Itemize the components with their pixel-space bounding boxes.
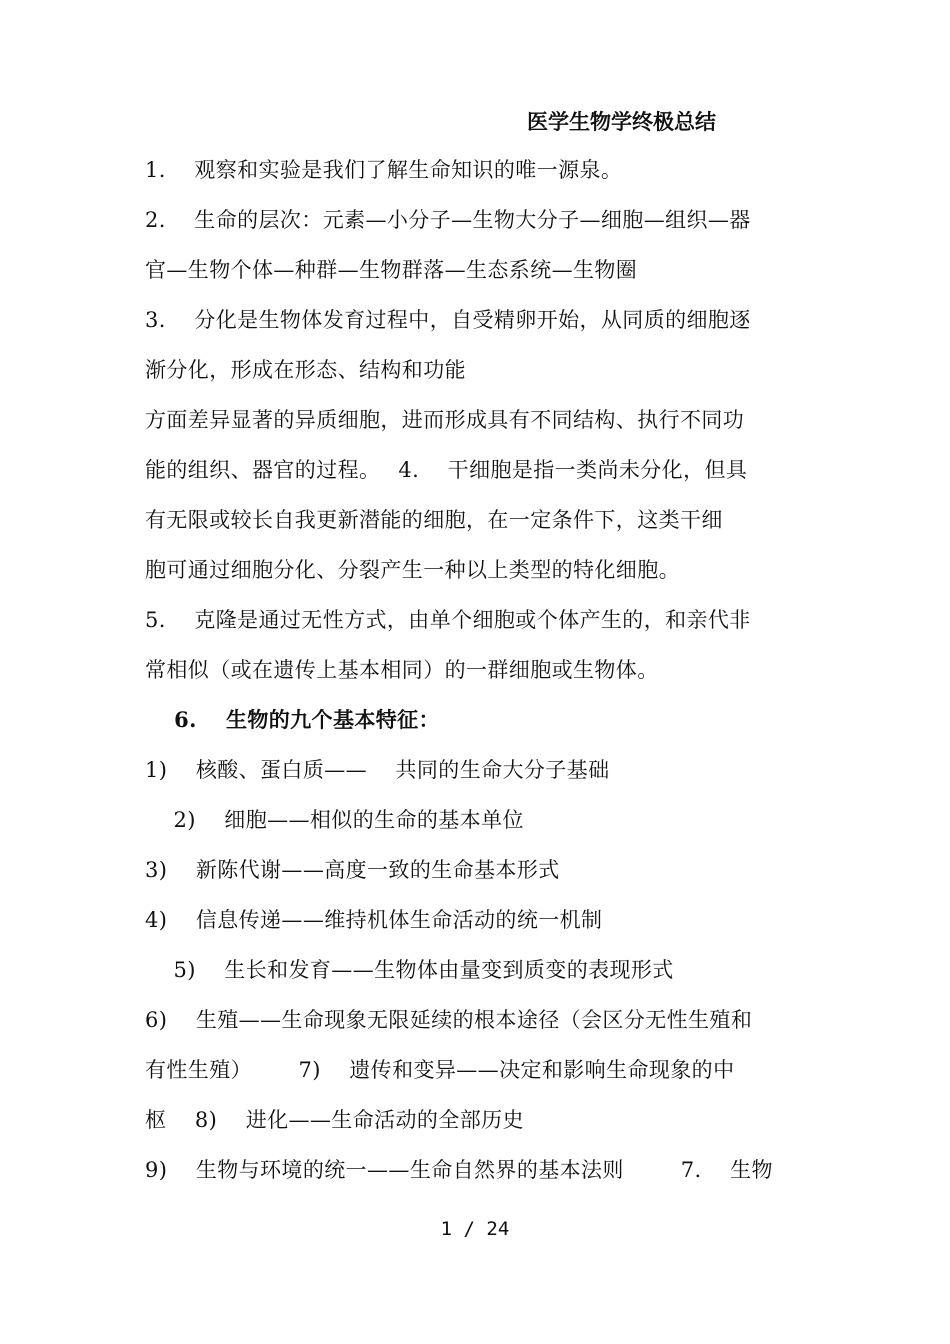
text-line-19: 有性生殖） 7) 遗传和变异——决定和影响生命现象的中 — [145, 1058, 735, 1082]
text-line-2: 2. 生命的层次：元素—小分子—生物大分子—细胞—组织—器 — [145, 208, 751, 232]
page-number: 1 / 24 — [440, 1218, 510, 1240]
text-line-3: 官—生物个体—种群—生物群落—生态系统—生物圈 — [145, 258, 638, 282]
text-line-16: 4) 信息传递——维持机体生命活动的统一机制 — [145, 908, 603, 932]
text-line-8: 有无限或较长自我更新潜能的细胞，在一定条件下，这类干细 — [145, 508, 723, 532]
text-line-5: 渐分化，形成在形态、结构和功能 — [145, 358, 466, 382]
text-line-17: 5) 生长和发育——生物体由量变到质变的表现形式 — [145, 958, 674, 982]
text-line-21: 9) 生物与环境的统一——生命自然界的基本法则 7. 生物 — [145, 1158, 773, 1182]
text-line-9: 胞可通过细胞分化、分裂产生一种以上类型的特化细胞。 — [145, 558, 680, 582]
text-line-15: 3) 新陈代谢——高度一致的生命基本形式 — [145, 858, 560, 882]
text-line-18: 6) 生殖——生命现象无限延续的根本途径（会区分无性生殖和 — [145, 1008, 753, 1032]
text-line-11: 常相似（或在遗传上基本相同）的一群细胞或生物体。 — [145, 658, 659, 682]
text-line-7: 能的组织、器官的过程。 4. 干细胞是指一类尚未分化，但具 — [145, 458, 748, 482]
text-line-14: 2) 细胞——相似的生命的基本单位 — [145, 808, 524, 832]
text-line-1: 1. 观察和实验是我们了解生命知识的唯一源泉。 — [145, 158, 623, 182]
text-line-6: 方面差异显著的异质细胞，进而形成具有不同结构、执行不同功 — [145, 408, 745, 432]
section-heading-characteristics: 6. 生物的九个基本特征： — [145, 707, 440, 732]
text-line-20: 枢 8) 进化——生命活动的全部历史 — [145, 1108, 524, 1132]
document-title: 医学生物学终极总结 — [527, 109, 716, 134]
text-line-10: 5. 克隆是通过无性方式，由单个细胞或个体产生的，和亲代非 — [145, 608, 751, 632]
text-line-13: 1) 核酸、蛋白质—— 共同的生命大分子基础 — [145, 758, 610, 782]
text-line-4: 3. 分化是生物体发育过程中，自受精卵开始，从同质的细胞逐 — [145, 308, 751, 332]
